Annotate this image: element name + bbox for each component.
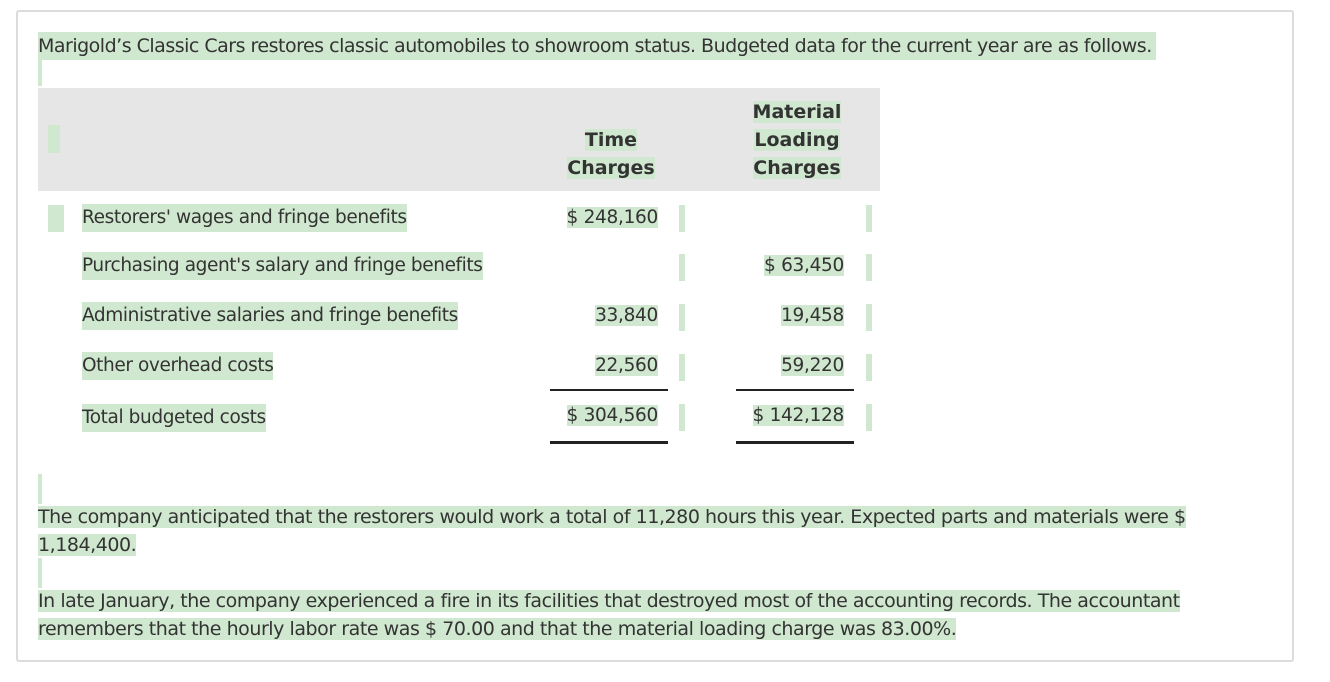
cell-material-administrative: 19,458 <box>781 305 844 326</box>
total-rule-time <box>550 441 668 444</box>
highlight-marker <box>38 474 42 504</box>
highlight-marker <box>679 304 685 331</box>
intro-text: Marigold’s Classic Cars restores classic automobiles to showroom status. Budgeted data for the current year are as follows. <box>38 32 1156 60</box>
highlight-marker <box>679 404 685 431</box>
highlight-marker <box>48 205 64 232</box>
highlight-marker <box>866 205 872 232</box>
cell-time-total: $ 304,560 <box>566 405 658 426</box>
subtotal-rule-time <box>550 389 668 391</box>
highlight-marker <box>679 254 685 281</box>
row-label-other-overhead: Other overhead costs <box>82 352 273 380</box>
paragraph-hours: The company anticipated that the restorers would work a total of 11,280 hours this year. Expected parts and materials were $ 1,184,400. <box>38 506 1186 556</box>
cell-material-purchasing: $ 63,450 <box>764 255 844 276</box>
highlight-marker <box>866 254 872 281</box>
paragraph-fire: In late January, the company experienced a fire in its facilities that destroyed most of the accounting records. The accountant remembers that the hourly labor rate was $ 70.00 and that the material loading charge was 83.00%. <box>38 590 1180 640</box>
highlight-marker <box>679 354 685 381</box>
row-label-restorers-wages: Restorers' wages and fringe benefits <box>82 204 407 232</box>
total-rule-material <box>736 441 854 444</box>
highlight-marker <box>866 304 872 331</box>
cell-material-total: $ 142,128 <box>752 405 844 426</box>
highlight-marker <box>866 354 872 381</box>
row-label-administrative-salaries: Administrative salaries and fringe benefits <box>82 302 458 330</box>
cell-time-other-overhead: 22,560 <box>595 355 658 376</box>
highlight-marker <box>679 205 685 232</box>
row-label-purchasing-agent: Purchasing agent's salary and fringe benefits <box>82 252 483 280</box>
highlight-marker <box>866 404 872 431</box>
highlight-marker <box>38 60 42 86</box>
cell-material-other-overhead: 59,220 <box>781 355 844 376</box>
subtotal-rule-material <box>736 389 854 391</box>
highlight-marker <box>38 558 42 588</box>
row-label-total-budgeted: Total budgeted costs <box>82 404 266 432</box>
header-material-loading-charges: Material Loading Charges <box>752 101 842 179</box>
cell-time-administrative: 33,840 <box>595 305 658 326</box>
cell-time-restorers: $ 248,160 <box>566 207 658 228</box>
header-time-charges: Time Charges <box>567 129 655 179</box>
highlight-marker <box>48 125 60 153</box>
